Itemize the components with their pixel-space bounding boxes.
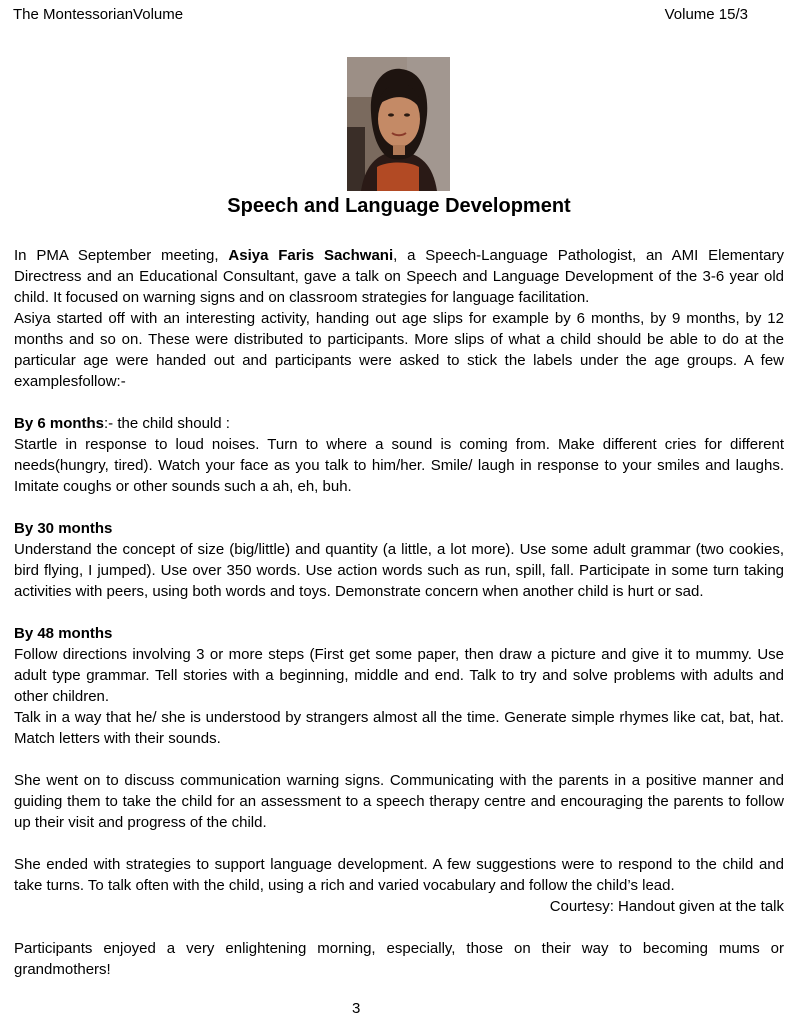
activity-paragraph: Asiya started off with an interesting activity, handing out age slips for example by 6 months, by 9 months, by 12 months and so on. These were distributed to participants. More slips of what a child should be able to do at the particular age were handed out and participants were asked to stick the labels under the age groups. A few examplesfollow:- [14,310,784,390]
section-30-months-heading-line [14,518,784,539]
running-header-left: The MontessorianVolume [13,6,184,23]
page-number: 3 [352,1000,361,1017]
section-48-months-body-2: Talk in a way that he/ she is understood by strangers almost all the time. Generate simple rhymes like cat, bat, hat. Match letters with their sounds. [14,709,784,747]
article-title: Speech and Language Development [227,195,571,217]
courtesy-note: Courtesy: Handout given at the talk [549,898,784,915]
warning-signs-paragraph: She went on to discuss communication warning signs. Communicating with the parents in a positive manner and guiding them to take the child for an assessment to a speech therapy centre and encouraging the parents to follow up their visit and progress of the child. [14,772,784,831]
intro-paragraph [14,245,784,308]
author-photo [347,57,450,191]
section-6-months-suffix: :- the child should : [104,415,230,432]
section-48-months-heading: By 48 months [14,625,113,642]
article-body [14,245,784,980]
intro-pre: In PMA September meeting, [14,247,219,264]
closing-paragraph: Participants enjoyed a very enlightening morning, especially, those on their way to becoming mums or grandmothers! [14,940,784,978]
section-6-months-body: Startle in response to loud noises. Turn to where a sound is coming from. Make different cries for different needs(hungry, tired). Watch your face as you talk to him/her. Smile/ laugh in response to your smiles and laughs. Imitate coughs or other sounds such a ah, eh, buh. [14,436,784,495]
section-48-months-body-1: Follow directions involving 3 or more steps (First get some paper, then draw a picture and give it to mummy. Use adult type grammar. Tell stories with a beginning, middle and end. Talk to try and solve problems with adults and other children. [14,646,784,705]
speaker-name: Asiya Faris Sachwani [228,247,394,264]
running-header-right: Volume 15/3 [664,6,748,23]
section-6-months-heading-line [14,413,784,434]
section-48-months-heading-line [14,623,784,644]
strategies-paragraph: She ended with strategies to support language development. A few suggestions were to respond to the child and take turns. To talk often with the child, using a rich and varied vocabulary and follow the child’s lead. [14,856,784,894]
section-6-months-heading: By 6 months [14,415,105,432]
intro-post: , a Speech-Language Pathologist, an AMI Elementary Directress and an Educational Consultant, gave a talk on Speech and Language Development of the 3-6 year old child. It focused on warning signs and on classroom strategies for language facilitation. [14,247,784,306]
section-30-months-heading: By 30 months [14,520,113,537]
section-30-months-body: Understand the concept of size (big/little) and quantity (a little, a lot more). Use some adult grammar (two cookies, bird flying, I jumped). Use over 350 words. Use action words such as run, spill, fall. Participate in some turn taking activities with peers, using both words and toys. Demonstrate concern when another child is hurt or sad. [14,541,784,600]
